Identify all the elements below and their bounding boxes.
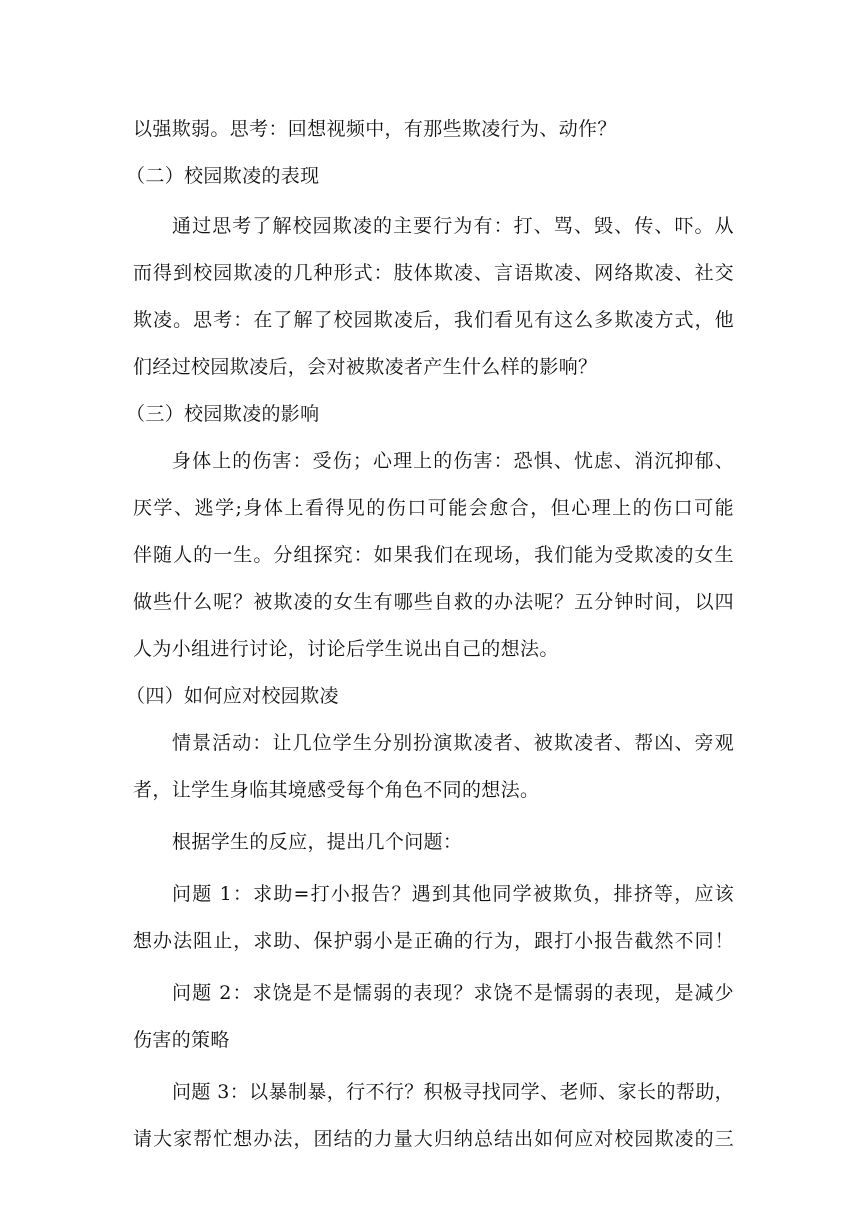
text-line: 做些什么呢？被欺凌的女生有哪些自救的办法呢？五分钟时间，以四: [133, 591, 734, 613]
text-line: 请大家帮忙想办法，团结的力量大归纳总结出如何应对校园欺凌的三: [133, 1128, 734, 1150]
text-line: 根据学生的反应，提出几个问题：: [172, 831, 463, 853]
text-line: 而得到校园欺凌的几种形式：肢体欺凌、言语欺凌、网络欺凌、社交: [133, 262, 734, 284]
text-line: 问题 1：求助=打小报告？遇到其他同学被欺负，排挤等，应该: [172, 883, 734, 905]
text-line: 问题 2：求饶是不是懦弱的表现？求饶不是懦弱的表现，是减少: [172, 982, 734, 1004]
text-line: 伴随人的一生。分组探究：如果我们在现场，我们能为受欺凌的女生: [133, 544, 734, 566]
text-line: 们经过校园欺凌后，会对被欺凌者产生什么样的影响？: [133, 356, 598, 378]
text-line: 身体上的伤害：受伤；心理上的伤害：恐惧、忧虑、消沉抑郁、: [172, 450, 734, 472]
text-line: 情景活动：让几位学生分别扮演欺凌者、被欺凌者、帮凶、旁观: [172, 732, 734, 754]
text-line: 问题 3：以暴制暴，行不行？积极寻找同学、老师、家长的帮助，: [172, 1081, 734, 1103]
text-line: 欺凌。思考：在了解了校园欺凌后，我们看见有这么多欺凌方式，他: [133, 309, 734, 331]
text-line: 通过思考了解校园欺凌的主要行为有：打、骂、毁、传、吓。从: [172, 215, 734, 237]
text-line: 以强欺弱。思考：回想视频中，有那些欺凌行为、动作？: [133, 118, 617, 140]
section-heading: （二）校园欺凌的表现: [126, 165, 320, 187]
text-line: 人为小组进行讨论，讨论后学生说出自己的想法。: [133, 638, 559, 660]
text-line: 厌学、逃学;身体上看得见的伤口可能会愈合，但心理上的伤口可能: [133, 497, 734, 519]
section-heading: （三）校园欺凌的影响: [126, 403, 320, 425]
text-line: 者，让学生身临其境感受每个角色不同的想法。: [133, 779, 540, 801]
section-heading: （四）如何应对校园欺凌: [126, 685, 339, 707]
text-line: 想办法阻止，求助、保护弱小是正确的行为，跟打小报告截然不同！: [133, 930, 734, 952]
text-line: 伤害的策略: [133, 1029, 230, 1051]
